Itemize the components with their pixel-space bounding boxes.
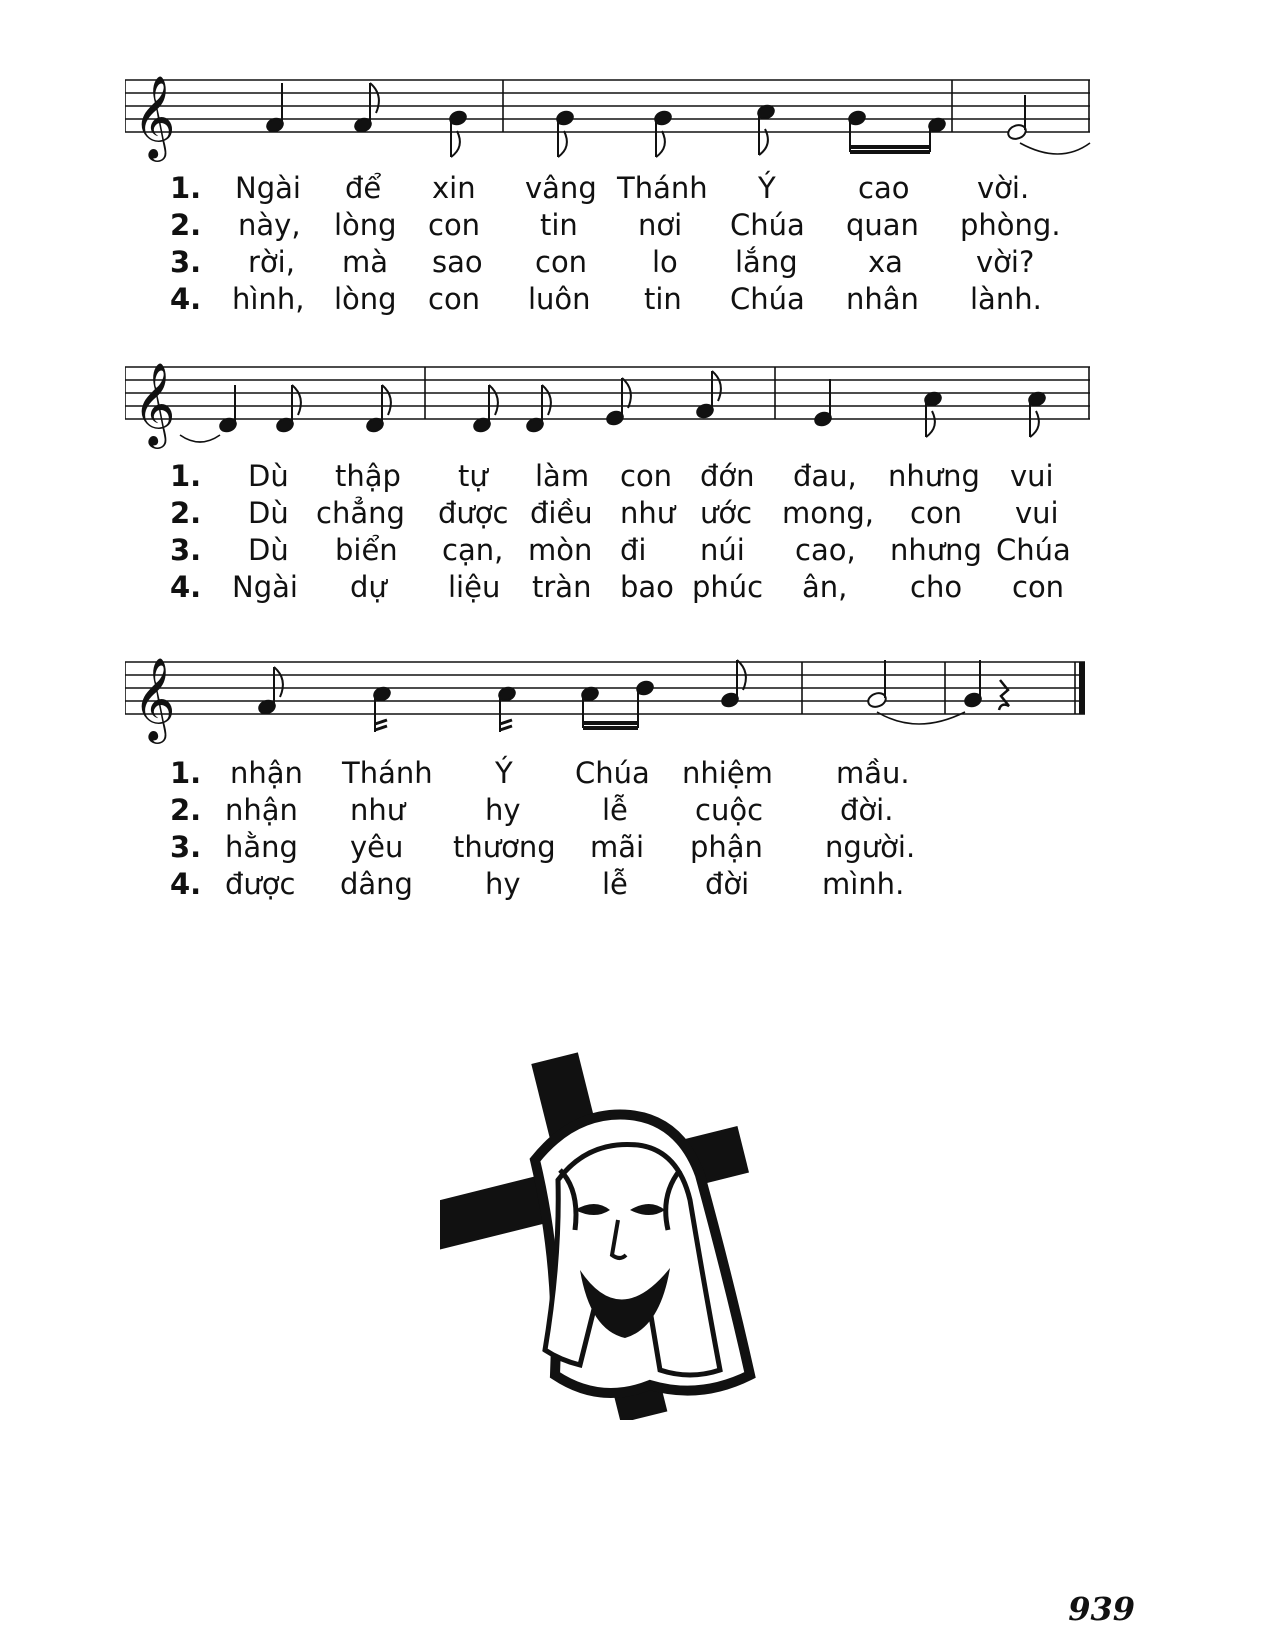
lyric-syllable: Dù [248, 533, 289, 567]
lyric-syllable: hằng [225, 830, 298, 864]
lyric-syllable: luôn [528, 282, 591, 316]
lyric-syllable: lắng [735, 245, 798, 279]
verse-number: 2. [170, 208, 202, 242]
verse-number: 2. [170, 793, 202, 827]
lyric-syllable: con [910, 496, 963, 530]
lyric-syllable: mà [342, 245, 389, 279]
lyric-syllable: xa [868, 245, 903, 279]
christ-with-cross-illustration [440, 1050, 780, 1420]
lyric-syllable: hy [485, 867, 521, 901]
lyric-syllable: cạn, [442, 533, 504, 567]
lyric-syllable: Thánh [617, 171, 708, 205]
lyric-syllable: bao [620, 570, 674, 604]
verse-number: 1. [170, 171, 202, 205]
lyric-syllable: mãi [590, 830, 645, 864]
lyric-syllable: đời. [840, 793, 894, 827]
lyric-syllable: nhân [846, 282, 919, 316]
verse-line [170, 829, 1130, 866]
lyric-syllable: nhưng [890, 533, 982, 567]
verse-number: 4. [170, 570, 202, 604]
lyric-syllable: sao [432, 245, 483, 279]
lyric-syllable: vời. [977, 171, 1030, 205]
lyric-syllable: thập [335, 459, 401, 493]
lyric-syllable: này, [238, 208, 301, 242]
verse-number: 3. [170, 830, 202, 864]
lyric-syllable: lành. [970, 282, 1042, 316]
lyric-syllable: tin [644, 282, 682, 316]
treble-clef-icon: 𝄞 [133, 656, 176, 740]
lyric-syllable: lòng [334, 282, 397, 316]
lyric-syllable: Chúa [575, 756, 650, 790]
lyric-syllable: cho [910, 570, 963, 604]
lyric-syllable: chẳng [316, 496, 405, 530]
lyric-syllable: được [438, 496, 509, 530]
lyric-syllable: Dù [248, 496, 289, 530]
lyrics-block-3 [170, 755, 1130, 903]
music-staff-3 [125, 640, 1150, 750]
lyric-syllable: phòng. [960, 208, 1061, 242]
verse-line [170, 458, 1130, 495]
verse-line [170, 495, 1130, 532]
lyric-syllable: thương [453, 830, 556, 864]
lyric-syllable: cao [858, 171, 910, 205]
lyric-syllable: liệu [448, 570, 501, 604]
lyric-syllable: lòng [334, 208, 397, 242]
verse-number: 3. [170, 245, 202, 279]
verse-number: 1. [170, 756, 202, 790]
lyric-syllable: vui [1015, 496, 1059, 530]
verse-line [170, 281, 1130, 318]
verse-line [170, 207, 1130, 244]
lyric-syllable: dâng [340, 867, 413, 901]
lyric-syllable: hy [485, 793, 521, 827]
quarter-rest-icon [999, 680, 1009, 710]
lyric-syllable: nhận [230, 756, 303, 790]
lyric-syllable: cuộc [695, 793, 764, 827]
lyric-syllable: mình. [822, 867, 905, 901]
lyric-syllable: Chúa [996, 533, 1071, 567]
verse-line [170, 792, 1130, 829]
lyric-syllable: Ý [495, 756, 513, 790]
lyric-syllable: đớn [700, 459, 755, 493]
music-staff-2 [125, 345, 1150, 455]
lyric-syllable: hình, [232, 282, 305, 316]
verse-number: 4. [170, 867, 202, 901]
lyric-syllable: người. [825, 830, 916, 864]
lyric-syllable: lễ [602, 793, 628, 827]
verse-number: 1. [170, 459, 202, 493]
lyric-syllable: Ngài [235, 171, 301, 205]
lyric-syllable: nơi [638, 208, 683, 242]
lyric-syllable: nhiệm [682, 756, 773, 790]
lyric-syllable: như [620, 496, 676, 530]
lyric-syllable: mầu. [836, 756, 910, 790]
lyric-syllable: Ý [758, 171, 776, 205]
verse-line [170, 532, 1130, 569]
lyric-syllable: Thánh [342, 756, 433, 790]
lyric-syllable: dự [350, 570, 387, 604]
lyric-syllable: cao, [795, 533, 856, 567]
lyric-syllable: rời, [248, 245, 295, 279]
lyric-syllable: biển [335, 533, 398, 567]
verse-line [170, 755, 1130, 792]
treble-clef-icon: 𝄞 [133, 74, 176, 158]
lyric-syllable: phúc [692, 570, 764, 604]
lyric-syllable: tràn [532, 570, 592, 604]
lyric-syllable: nhưng [888, 459, 980, 493]
lyric-syllable: đau, [793, 459, 857, 493]
lyrics-block-1 [170, 170, 1130, 318]
lyric-syllable: Chúa [730, 282, 805, 316]
verse-line [170, 244, 1130, 281]
lyric-syllable: quan [846, 208, 919, 242]
lyric-syllable: đi [620, 533, 647, 567]
verse-line [170, 170, 1130, 207]
lyric-syllable: phận [690, 830, 763, 864]
lyric-syllable: nhận [225, 793, 298, 827]
lyric-syllable: con [428, 282, 481, 316]
lyric-syllable: ân, [802, 570, 848, 604]
verse-line [170, 866, 1130, 903]
lyric-syllable: yêu [350, 830, 404, 864]
lyric-syllable: như [350, 793, 406, 827]
verse-number: 4. [170, 282, 202, 316]
lyrics-block-2 [170, 458, 1130, 606]
lyric-syllable: con [428, 208, 481, 242]
lyric-syllable: con [620, 459, 673, 493]
lyric-syllable: làm [535, 459, 590, 493]
verse-line [170, 569, 1130, 606]
lyric-syllable: tin [540, 208, 578, 242]
music-staff-1 [125, 55, 1150, 170]
lyric-syllable: vui [1010, 459, 1054, 493]
lyric-syllable: Ngài [232, 570, 298, 604]
lyric-syllable: lễ [602, 867, 628, 901]
lyric-syllable: vâng [525, 171, 597, 205]
lyric-syllable: điều [530, 496, 593, 530]
lyric-syllable: để [345, 171, 382, 205]
lyric-syllable: tự [458, 459, 488, 493]
treble-clef-icon: 𝄞 [133, 361, 176, 445]
lyric-syllable: mong, [782, 496, 874, 530]
verse-number: 2. [170, 496, 202, 530]
lyric-syllable: con [1012, 570, 1065, 604]
lyric-syllable: được [225, 867, 296, 901]
lyric-syllable: mòn [528, 533, 593, 567]
page-number: 939 [1068, 1590, 1135, 1628]
lyric-syllable: lo [652, 245, 678, 279]
verse-number: 3. [170, 533, 202, 567]
lyric-syllable: Dù [248, 459, 289, 493]
lyric-syllable: Chúa [730, 208, 805, 242]
lyric-syllable: con [535, 245, 588, 279]
lyric-syllable: vời? [976, 245, 1035, 279]
lyric-syllable: ước [700, 496, 753, 530]
lyric-syllable: núi [700, 533, 745, 567]
lyric-syllable: xin [432, 171, 476, 205]
lyric-syllable: đời [705, 867, 750, 901]
